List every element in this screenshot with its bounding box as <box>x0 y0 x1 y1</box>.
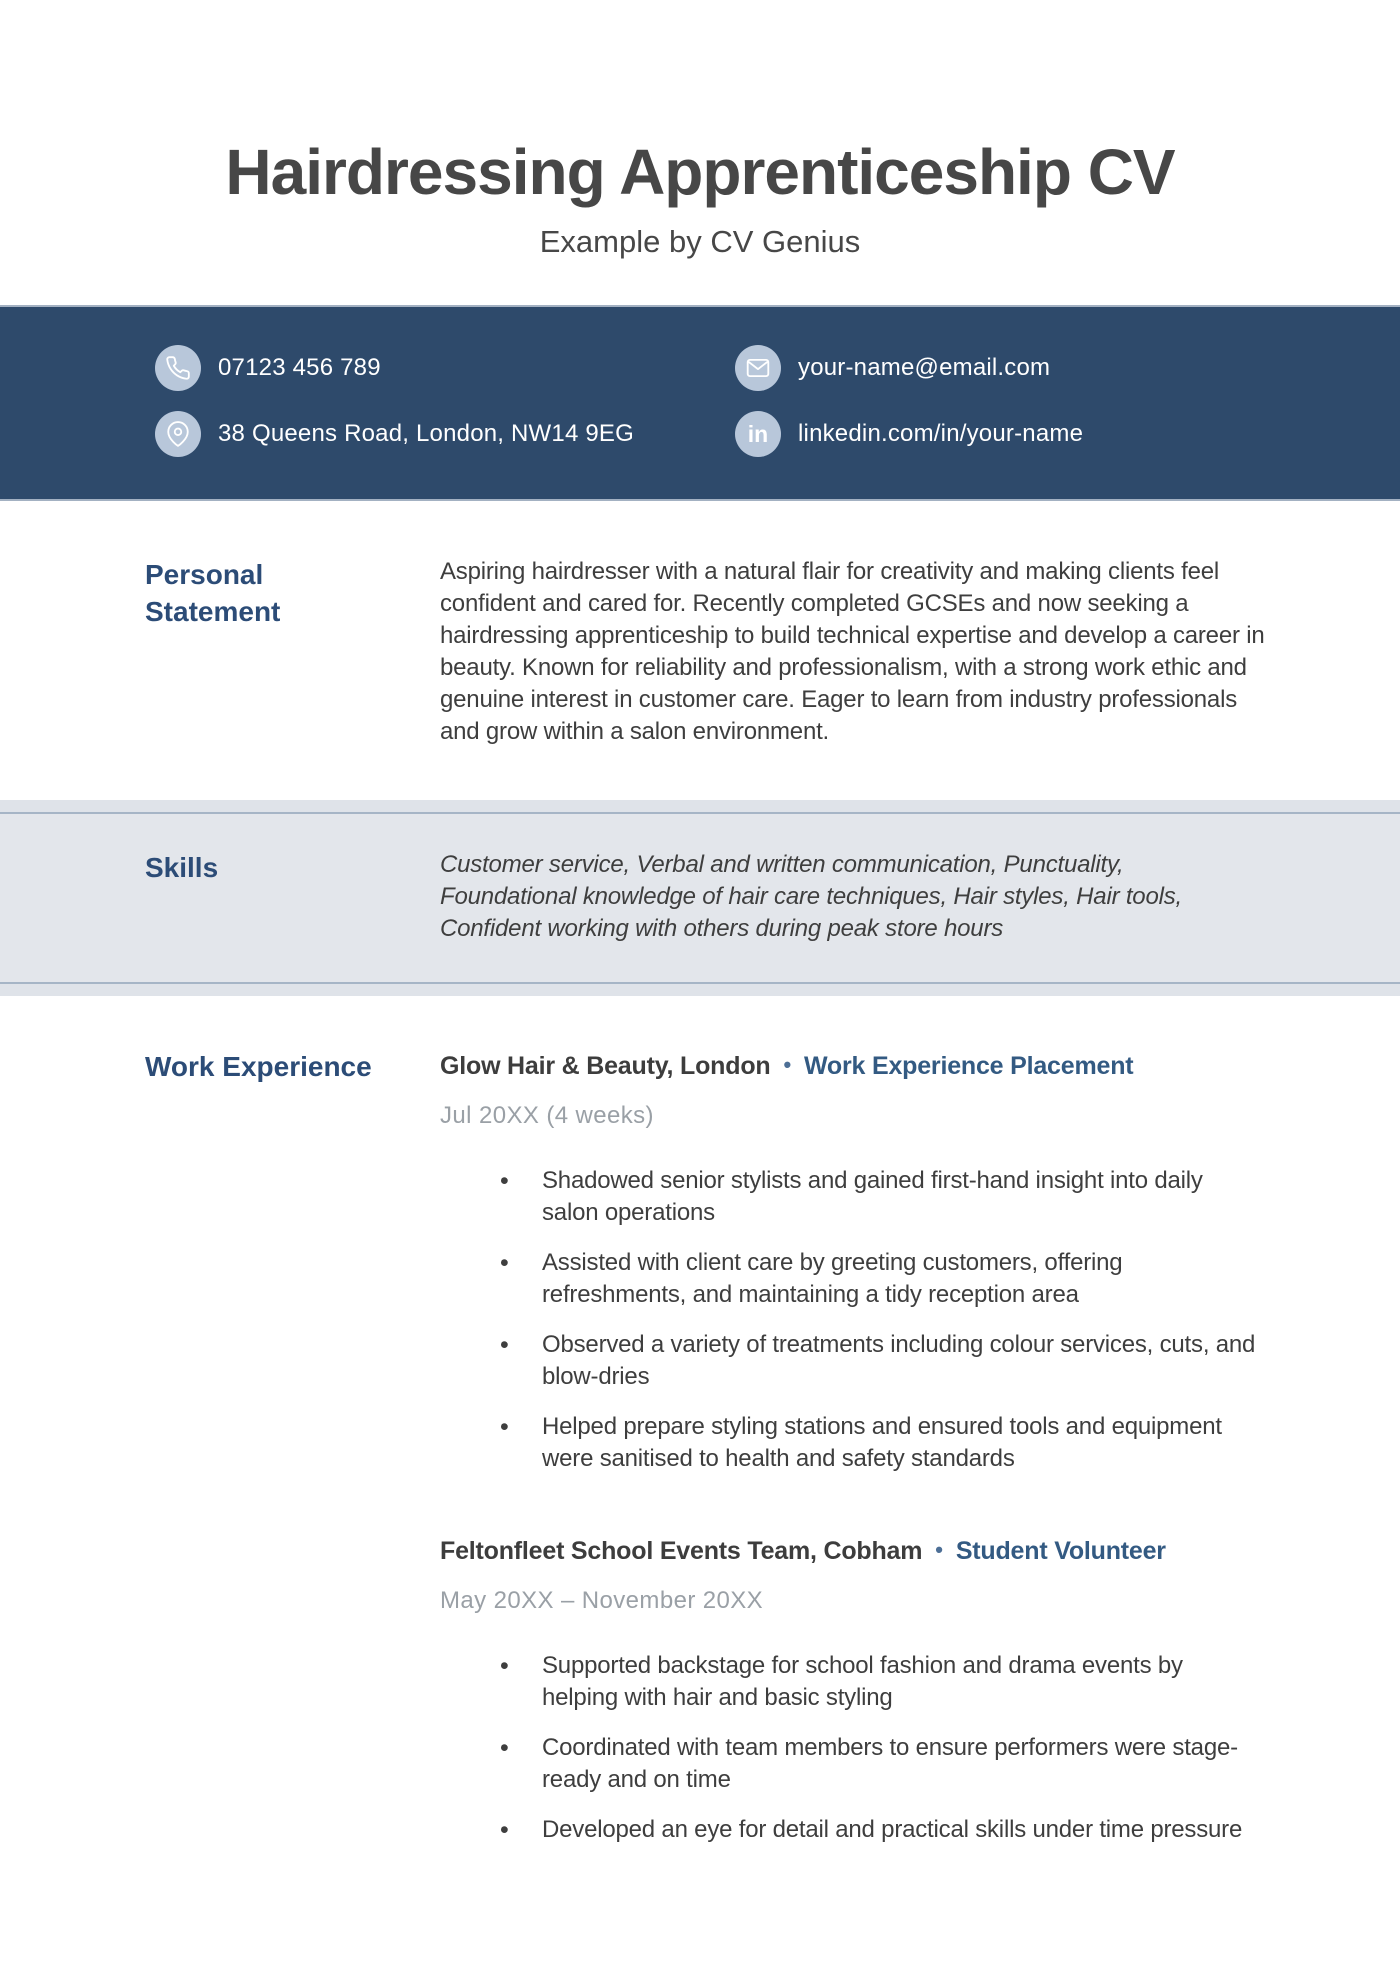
job-separator-dot: • <box>935 1537 943 1562</box>
personal-statement-heading: Personal Statement <box>145 559 281 627</box>
email-icon <box>735 345 781 391</box>
contact-address <box>155 411 735 457</box>
skills-heading: Skills <box>145 852 219 883</box>
job-bullet: • Supported backstage for school fashion and drama events by helping with hair and basic styling <box>498 1650 1265 1714</box>
job-bullet: • Coordinated with team members to ensure performers were stage-ready and on time <box>498 1732 1265 1796</box>
linkedin-badge-text: in <box>747 420 769 447</box>
page-subtitle: Example by CV Genius <box>539 224 861 259</box>
contact-email <box>735 345 1400 391</box>
postal-address: 38 Queens Road, London, NW14 9EG <box>218 420 634 447</box>
personal-statement-text: Aspiring hairdresser with a natural flair for creativity and making clients feel confident and cared for. Recently completed GCSEs and now seeking a hairdressing apprenticeship to build technical expertise and develop a career in beauty. Known for reliability and professionalism, with a strong work ethic and genuine interest in customer care. Eager to learn from industry professionals and grow within a salon environment. <box>440 558 1265 745</box>
cv-header <box>0 0 1400 260</box>
job-bullet: • Observed a variety of treatments including colour services, cuts, and blow-dries <box>498 1329 1265 1393</box>
linkedin-icon <box>735 411 781 457</box>
skills-label <box>145 849 380 945</box>
job-company: Glow Hair & Beauty, London <box>440 1052 771 1080</box>
job-entry-1 <box>440 1048 1265 1475</box>
email-address: your-name@email.com <box>798 354 1051 381</box>
job-dates: May 20XX – November 20XX <box>440 1587 764 1614</box>
job-bullet-list <box>440 1165 1265 1475</box>
phone-icon <box>155 345 201 391</box>
job-separator-dot: • <box>783 1052 791 1077</box>
contact-grid <box>0 345 1400 457</box>
location-pin-icon <box>155 411 201 457</box>
job-role: Work Experience Placement <box>803 1052 1134 1080</box>
job-title-line <box>440 1533 1265 1568</box>
personal-statement-section <box>0 556 1400 748</box>
linkedin-url: linkedin.com/in/your-name <box>798 420 1084 447</box>
page-title: Hairdressing Apprenticeship CV <box>225 136 1175 208</box>
personal-statement-label <box>145 556 380 748</box>
contact-band <box>0 305 1400 501</box>
job-bullet: • Helped prepare styling stations and ensured tools and equipment were sanitised to health and safety standards <box>498 1411 1265 1475</box>
skills-band <box>0 800 1400 996</box>
job-role: Student Volunteer <box>955 1537 1166 1565</box>
contact-phone <box>155 345 735 391</box>
personal-statement-content <box>440 556 1265 748</box>
skills-text: Customer service, Verbal and written communication, Punctuality, Foundational knowledge of hair care techniques, Hair styles, Hair tools, Confident working with others during peak store hours <box>440 851 1182 942</box>
job-entry-2 <box>440 1533 1265 1846</box>
contact-linkedin <box>735 411 1400 457</box>
job-bullet: • Assisted with client care by greeting customers, offering refreshments, and maintaining a tidy reception area <box>498 1247 1265 1311</box>
work-experience-content <box>440 1048 1265 1846</box>
job-bullet-list <box>440 1650 1265 1846</box>
work-experience-heading: Work Experience <box>145 1051 372 1082</box>
skills-row <box>0 849 1400 945</box>
job-dates: Jul 20XX (4 weeks) <box>440 1102 654 1129</box>
job-bullet: • Shadowed senior stylists and gained first-hand insight into daily salon operations <box>498 1165 1265 1229</box>
job-bullet: • Developed an eye for detail and practical skills under time pressure <box>498 1814 1265 1846</box>
work-experience-section <box>0 1048 1400 1846</box>
job-company: Feltonfleet School Events Team, Cobham <box>440 1537 923 1565</box>
phone-number: 07123 456 789 <box>218 354 381 381</box>
skills-band-inner <box>0 812 1400 984</box>
job-title-line <box>440 1048 1265 1083</box>
work-experience-label <box>145 1048 380 1846</box>
